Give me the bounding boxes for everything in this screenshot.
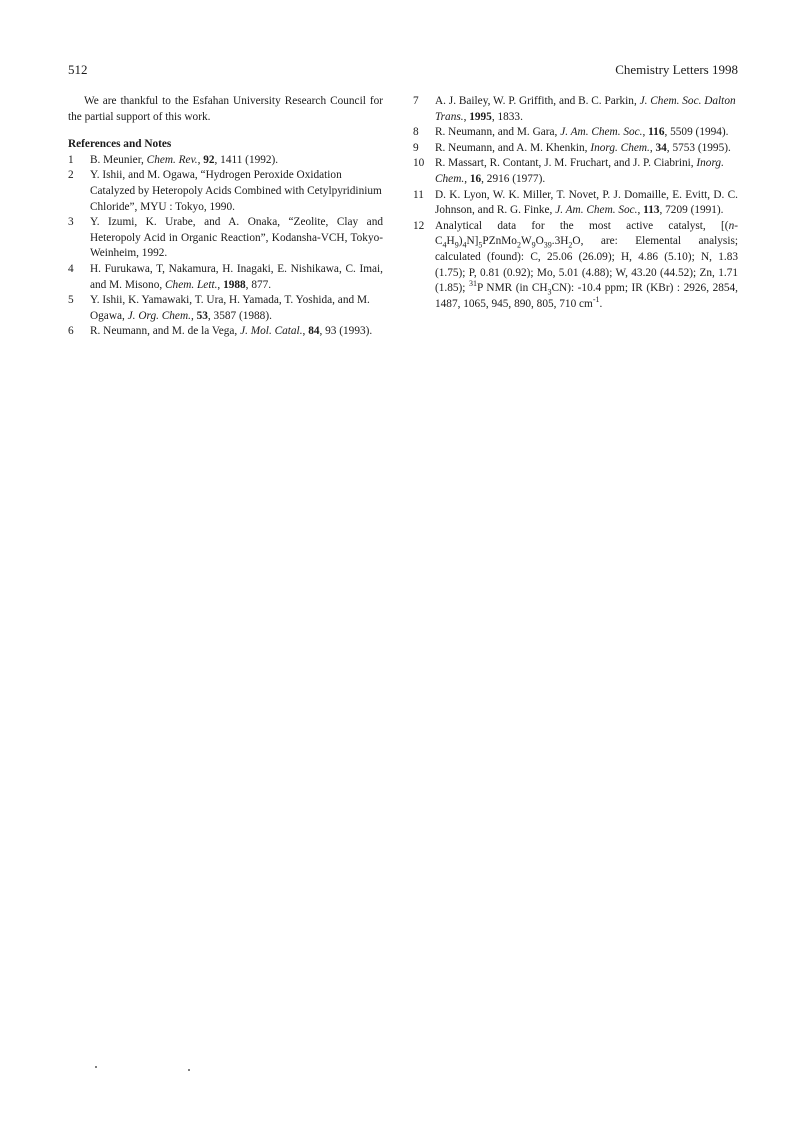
reference-number: 2 [68, 169, 74, 182]
scan-speck [95, 1066, 97, 1068]
reference-number: 5 [68, 294, 74, 307]
reference-1: 1 B. Meunier, Chem. Rev., 92, 1411 (1992). [68, 153, 383, 169]
left-column [68, 94, 383, 340]
journal-name: Chemistry Letters 1998 [615, 62, 738, 77]
reference-number: 7 [413, 95, 419, 107]
right-column [413, 94, 738, 312]
elemental-analysis: calculated (found): C, 25.06 (26.09); H, 4.86 (5.10); N, 1.83 (1.75); P, 0.81 (0.92); Mo, 5.01 (4.88); W, 43.20 (44.52); Zn, 1.71 (1.85); [435, 250, 738, 295]
acknowledgement: We are thankful to the Esfahan University Research Council for the partial support of this work. [68, 95, 383, 123]
reference-number: 10 [413, 157, 425, 170]
reference-4: 4 H. Furukawa, T, Nakamura, H. Inagaki, E. Nishikawa, C. Imai, and M. Misono, Chem. Lett., 1988, 877. [68, 262, 383, 291]
scan-speck [188, 1069, 190, 1071]
reference-3: 3 Y. Izumi, K. Urabe, and A. Onaka, “Zeolite, Clay and Heteropoly Acid in Organic Reaction”, Kodansha-VCH, Tokyo-Weinheim, 1992. [68, 216, 383, 260]
reference-number: 1 [68, 153, 74, 166]
reference-11: 11 D. K. Lyon, W. K. Miller, T. Novet, P. J. Domaille, E. Evitt, D. C. Johnson, and R. G. Finke, J. Am. Chem. Soc., 113, 7209 (1991). [413, 188, 738, 217]
reference-number: 3 [68, 216, 74, 229]
reference-number: 12 [413, 219, 425, 232]
page-number: 512 [68, 62, 88, 77]
reference-12-intro: Analytical data for the most active catalyst, [435, 219, 706, 232]
reference-6: 6 R. Neumann, and M. de la Vega, J. Mol. Catal., 84, 93 (1993). [68, 324, 383, 340]
reference-8: 8 R. Neumann, and M. Gara, J. Am. Chem. Soc., 116, 5509 (1994). [413, 125, 738, 141]
reference-12: 12 Analytical data for the most active catalyst, $[(n-C_4H_9)_4N]_5PZnMo_2W_9O_{39}.3H_2O$, are: Elemental analysis; calculated (found): C, 25.06 (26.09); H, 4.86 (5.10); N, 1.83 (1.75); P, 0.81 (0.92); Mo, 5.01 (4.88); W, 43.20 (44.52); Zn, 1.71 (1.85); $^{31}$P NMR (in $CH_3CN$): -10.4 ppm; IR (KBr) : 2926, 2854, 1487, 1065, 945, 890, 805, 710 $cm^{-1}$. [413, 219, 738, 310]
reference-10: 10 R. Massart, R. Contant, J. M. Fruchart, and J. P. Ciabrini, Inorg. Chem., 16, 2916 (1977). [413, 157, 724, 185]
references-heading: References and Notes [68, 138, 172, 151]
catalyst-formula: $[(n-C_4H_9)_4N]_5PZnMo_2W_9O_{39}.3H_2O$, are: Elemental analysis; [435, 219, 738, 250]
reference-9: 9 R. Neumann, and A. M. Khenkin, Inorg. Chem., 34, 5753 (1995). [413, 141, 738, 157]
reference-5: 5 Y. Ishii, K. Yamawaki, T. Ura, H. Yamada, T. Yoshida, and M. Ogawa, J. Org. Chem., 53, 3587 (1988). [68, 294, 370, 322]
reference-7: 7 A. J. Bailey, W. P. Griffith, and B. C. Parkin, J. Chem. Soc. Dalton Trans., 1995, 1833. [413, 95, 736, 123]
reference-number: 4 [68, 262, 74, 275]
reference-2: 2 Y. Ishii, and M. Ogawa, “Hydrogen Peroxide Oxidation Catalyzed by Heteropoly Acids Combined with Cetylpyridinium Chloride”, MYU : Tokyo, 1990. [68, 169, 382, 213]
reference-number: 8 [413, 126, 419, 139]
reference-number: 11 [413, 188, 424, 201]
reference-number: 9 [413, 141, 419, 154]
reference-number: 6 [68, 325, 74, 338]
nmr-ir-data: CN): -10.4 ppm; IR (KBr) : 2926, 2854, 1487, 1065, 945, 890, 805, 710 cm [435, 282, 738, 310]
